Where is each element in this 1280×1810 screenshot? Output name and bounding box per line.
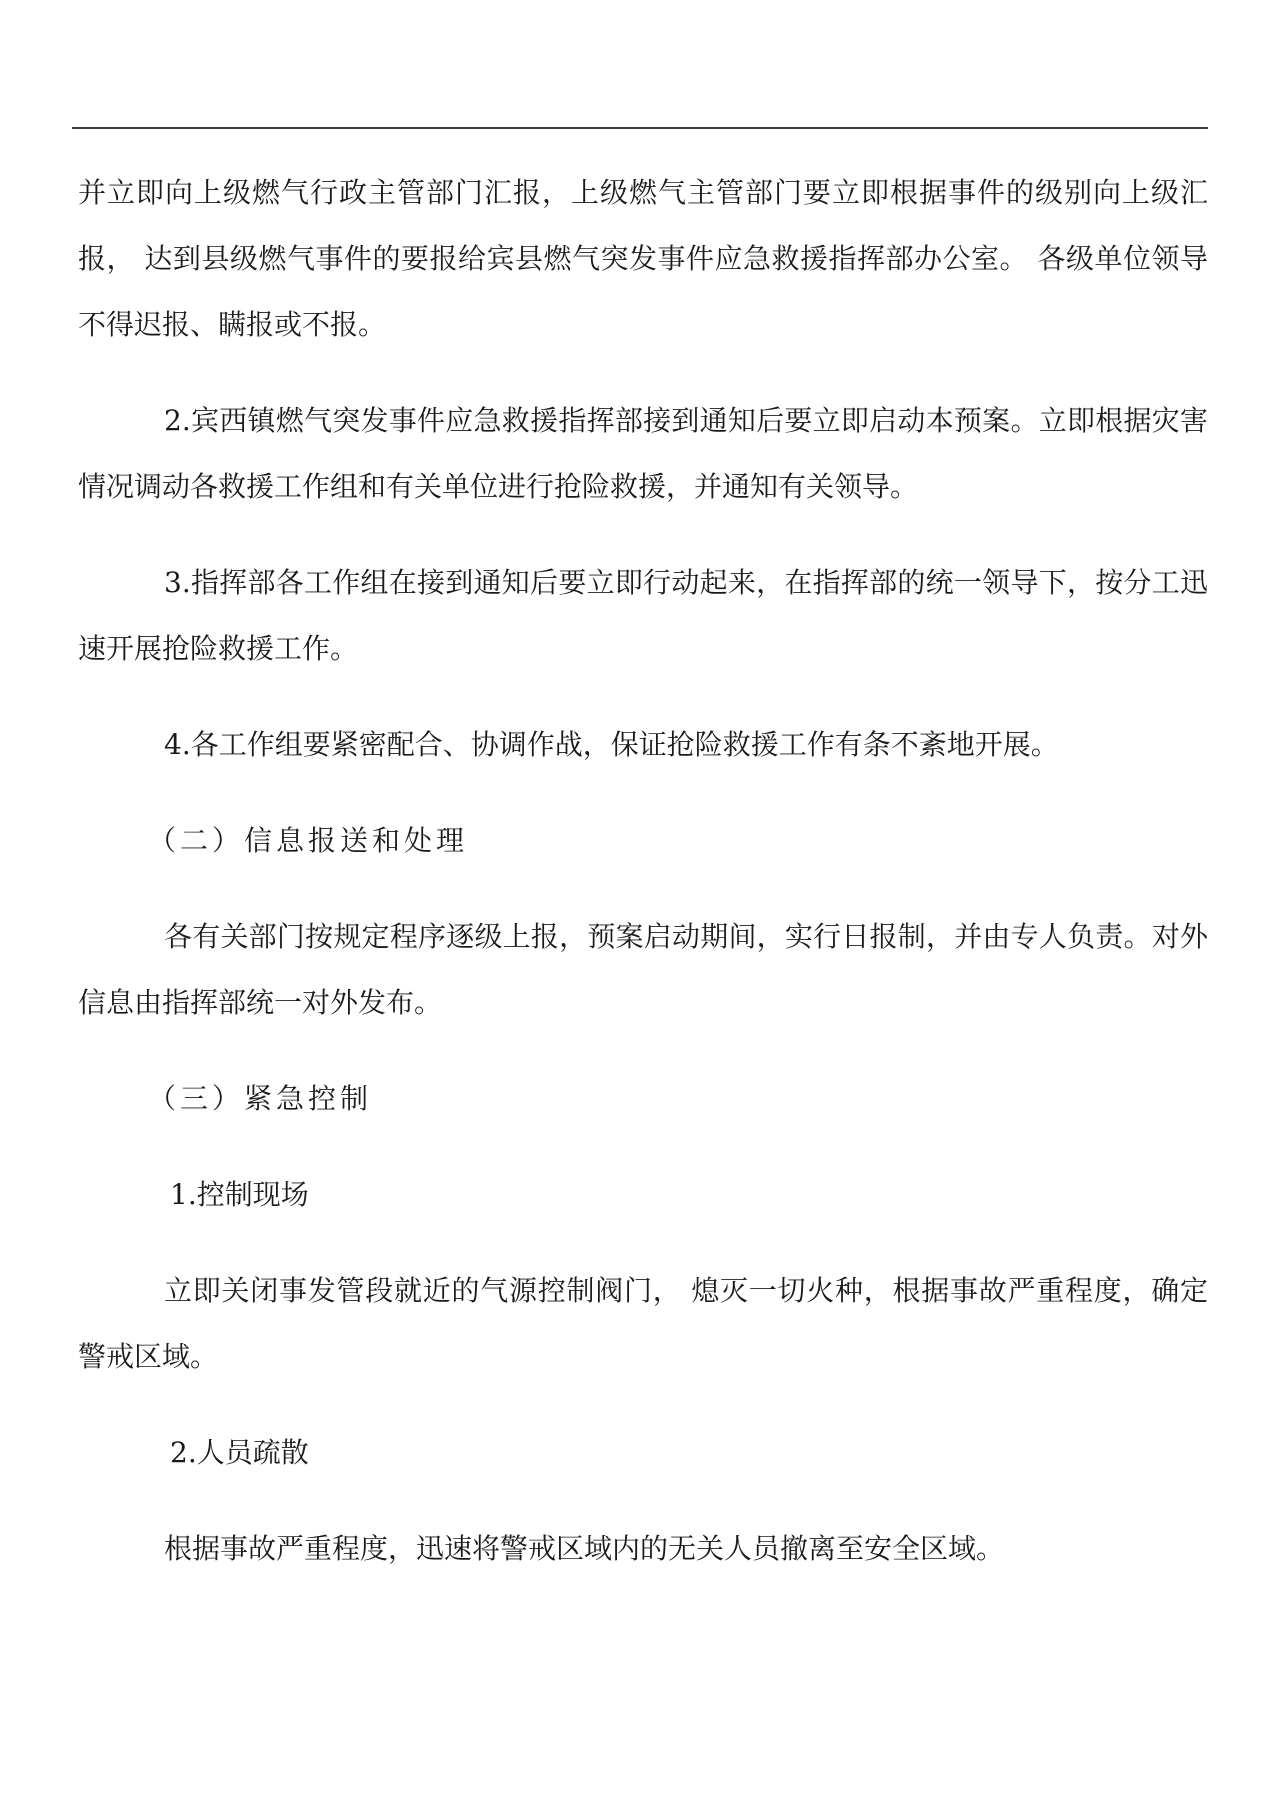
paragraph-info-reporting: 各有关部门按规定程序逐级上报，预案启动期间，实行日报制，并由专人负责。对外信息由指挥部统一对外发布。 <box>78 920 1208 1019</box>
header-rule <box>72 127 1208 129</box>
subheading-control-scene: 1.控制现场 <box>170 1178 309 1211</box>
section-heading-info-reporting: （二）信息报送和处理 <box>148 824 469 857</box>
paragraph-item-2: 2.宾西镇燃气突发事件应急救援指挥部接到通知后要立即启动本预案。立即根据灾害情况调动各救援工作组和有关单位进行抢险救援，并通知有关领导。 <box>78 404 1208 503</box>
paragraph-reporting-chain: 并立即向上级燃气行政主管部门汇报，上级燃气主管部门要立即根据事件的级别向上级汇报， 达到县级燃气事件的要报给宾县燃气突发事件应急救援指挥部办公室。 各级单位领导不得迟报、瞒报或不报。 <box>78 176 1208 341</box>
section-heading-emergency-control: （三）紧急控制 <box>148 1082 373 1115</box>
paragraph-item-4: 4.各工作组要紧密配合、协调作战，保证抢险救援工作有条不紊地开展。 <box>164 728 1059 761</box>
paragraph-evacuation: 根据事故严重程度，迅速将警戒区域内的无关人员撤离至安全区域。 <box>164 1532 1005 1565</box>
paragraph-item-3: 3.指挥部各工作组在接到通知后要立即行动起来，在指挥部的统一领导下，按分工迅速开展抢险救援工作。 <box>78 566 1208 665</box>
subheading-evacuation: 2.人员疏散 <box>170 1436 309 1469</box>
paragraph-control-scene: 立即关闭事发管段就近的气源控制阀门， 熄灭一切火种，根据事故严重程度，确定警戒区域。 <box>78 1274 1208 1373</box>
document-body <box>78 160 1208 1582</box>
